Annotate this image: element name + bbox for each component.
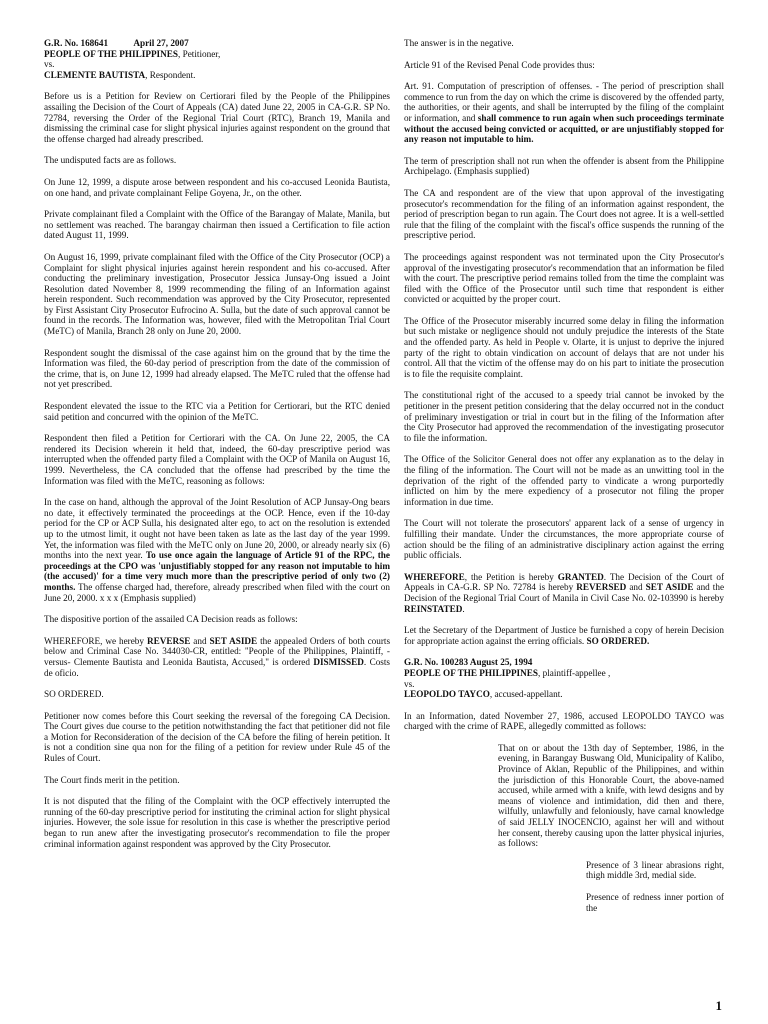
petitioner-role: , Petitioner,: [178, 48, 221, 59]
paragraph: Respondent sought the dismissal of the case against him on the ground that by the time the Information was filed, the 60-day period of prescription from the date of the commission of the crime, that is, on June 12, 1999 had already elapsed. The MeTC ruled that the offense had not yet prescribed.: [44, 347, 390, 390]
accused-name: LEOPOLDO TAYCO: [404, 689, 490, 700]
paragraph: The Office of the Prosecutor miserably incurred some delay in filing the information but such mistake or negligence should not unduly prejudice the interests of the State and the offended party. As held in People v. Olarte, it is unjust to deprive the injured party of the right to obtain vindication on account of delays that are not under his control. All that the victim of the offense may do on his part to initiate the prosecution is to file the requisite complaint.: [404, 315, 724, 379]
paragraph: It is not disputed that the filing of the Complaint with the OCP effectively interrupted the running of the 60-day prescriptive period for instituting the criminal action for slight physical injuries. However, the sole issue for resolution in this case is whether the prescriptive period began to run anew after the investigating prosecutor's recommendation to file the proper criminal information against respondent was approved by the City Prosecutor.: [44, 796, 390, 849]
statute-quote: Art. 91. Computation of prescription of offenses. - The period of prescription shall commence to run from the day on which the crime is discovered by the offended party, the authorities, or their agents, and shall be interrupted by the filing of the complaint or information, and shall commence to run again when such proceedings terminate without the accused being convicted or acquitted, or are unjustifiably stopped for any reason not imputable to him.: [404, 81, 724, 145]
case-date: April 27, 2007: [133, 38, 189, 48]
block-quote: In the case on hand, although the approval of the Joint Resolution of ACP Junsay-Ong bears no date, it effectively terminated the proceedings at the OCP. Hence, even if the 10-day period for the CP or ACP Sulla, his designated alter ego, to act on the resolution is extended up to the utmost limit, it ought not have been taken as late as the last day of the year 1999. Yet, the information was filed with the MeTC only on June 20, 2000, or already nearly six (6) months into the next year. To use once again the language of Article 91 of the RPC, the proceedings at the CPO was 'unjustifiably stopped for any reason not imputable to him (the accused)' for a time very much more than the prescriptive period of only two (2) months. The offense charged had, therefore, already prescribed when filed with the court on June 20, 2000. x x x (Emphasis supplied): [44, 497, 390, 603]
emphasized-text: shall commence to run again when such proceedings terminate without the accused being convicted or acquitted, or are unjustifiably stopped for any reason not imputable to him.: [404, 112, 724, 145]
paragraph: The proceedings against respondent was not terminated upon the City Prosecutor's approval of the investigating prosecutor's recommendation that an information be filed with the court. The prescriptive period remains tolled from the time the complaint was filed with the Office of the Prosecutor until such time that respondent is either convicted or acquitted by the proper court.: [404, 251, 724, 305]
paragraph: In an Information, dated November 27, 1986, accused LEOPOLDO TAYCO was charged with the crime of RAPE, allegedly committed as follows:: [404, 710, 724, 732]
respondent-name: CLEMENTE BAUTISTA: [44, 69, 146, 80]
paragraph: On August 16, 1999, private complainant filed with the Office of the City Prosecutor (OCP) a Complaint for slight physical injuries against herein respondent and his co-accused. After conducting the preliminary investigation, Prosecutor Jessica Junsay-Ong issued a Joint Resolution dated November 8, 1999 recommending the filing of an Information against herein respondent. Such recommendation was approved by the City Prosecutor, represented by First Assistant City Prosecutor Eufrocino A. Sulla, but the date of such approval cannot be found in the records. The Information was, however, filed with the Metropolitan Trial Court (MeTC) of Manila, Branch 28 only on June 20, 2000.: [44, 251, 390, 337]
plaintiff-role: , plaintiff-appellee ,: [538, 667, 611, 678]
case-gr-number: G.R. No. 100283 August 25, 1994: [404, 657, 533, 668]
respondent-role: , Respondent.: [145, 69, 196, 80]
paragraph: Respondent elevated the issue to the RTC via a Petition for Certiorari, but the RTC denied said petition and concurred with the opinion of the MeTC.: [44, 401, 390, 422]
paragraph: Let the Secretary of the Department of Justice be furnished a copy of herein Decision for appropriate action against the erring officials. SO ORDERED.: [404, 625, 724, 646]
case-gr-number: G.R. No. 168641: [44, 38, 109, 48]
paragraph: Article 91 of the Revised Penal Code provides thus:: [404, 59, 595, 70]
paragraph: On June 12, 1999, a dispute arose between respondent and his co-accused Leonida Bautista, on one hand, and private complainant Felipe Goyena, Jr., on the other.: [44, 176, 390, 198]
paragraph: The Office of the Solicitor General does not offer any explanation as to the delay in the filing of the information. The Court will not be made as an unwitting tool in the deprivation of the right of the offended party to vindicate a wrong purportedly inflicted on him by the mere expediency of a prosecutor not filing the proper information in due time.: [404, 454, 724, 507]
paragraph: Private complainant filed a Complaint with the Office of the Barangay of Malate, Manila, but no settlement was reached. The barangay chairman then issued a Certification to file action dated August 11, 1999.: [44, 209, 390, 241]
paragraph: The CA and respondent are of the view that upon approval of the investigating prosecutor's recommendation for the filing of an information against respondent, the period of prescription began to run again. The Court does not agree. It is a well-settled rule that the filing of the complaint with the fiscal's office suspends the running of the prescriptive period.: [404, 187, 724, 241]
paragraph: Petitioner now comes before this Court seeking the reversal of the foregoing CA Decision. The Court gives due course to the petition notwithstanding the fact that petitioner did not file a Motion for Reconsideration of the decision of the CA before the filing of herein petition. It is not a condition sine qua non for the filing of a petition for review under Rule 45 of the Rules of Court.: [44, 710, 390, 764]
case-heading: [404, 657, 724, 699]
paragraph: The constitutional right of the accused to a speedy trial cannot be invoked by the petitioner in the present petition considering that the delay occurred not in the conduct of preliminary investigation or trial in court but in the filing of the Information after the City Prosecutor had approved the recommendation of the investigating prosecutor to file the information.: [404, 390, 724, 443]
paragraph: The term of prescription shall not run when the offender is absent from the Philippine Archipelago. (Emphasis supplied): [404, 155, 724, 177]
injury-item: Presence of redness inner portion of the: [586, 892, 724, 913]
page-number: 1: [715, 998, 722, 1013]
dispositive-portion: WHEREFORE, the Petition is hereby GRANTED. The Decision of the Court of Appeals in CA-G.R. SP No. 72784 is hereby REVERSED and SET ASIDE and the Decision of the Regional Trial Court of Manila in Civil Case No. 02-103990 is hereby REINSTATED.: [404, 571, 725, 614]
case-heading: [44, 38, 390, 80]
petitioner-name: PEOPLE OF THE PHILIPPINES: [44, 48, 179, 59]
paragraph: The Court will not tolerate the prosecutors' apparent lack of a sense of urgency in fulfilling their mandate. Under the circumstances, the more appropriate course of action should be the filing of an administrative disciplinary action against the erring public officials.: [404, 518, 724, 561]
versus-label: vs.: [404, 678, 415, 689]
right-column: [404, 38, 724, 924]
paragraph: The dispositive portion of the assailed CA Decision reads as follows:: [44, 614, 298, 625]
accused-role: , accused-appellant.: [489, 689, 563, 700]
emphasized-text: To use once again the language of Article 91 of the RPC, the proceedings at the CPO was 'unjustifiably stopped for any reason not imputable to him (the accused)' for a time very much more than the prescriptive period of only two (2) months.: [44, 550, 390, 592]
paragraph: SO ORDERED.: [44, 689, 104, 700]
paragraph: The undisputed facts are as follows.: [44, 155, 177, 166]
dispositive-portion: WHEREFORE, we hereby REVERSE and SET ASIDE the appealed Orders of both courts below and Criminal Case No. 344030-CR, entitled: "People of the Philippines, Plaintiff, -versus- Clemente Bautista and Leonida Bautista, Accused," is ordered DISMISSED. Costs de oficio.: [44, 635, 391, 678]
left-column: [44, 38, 390, 860]
information-quote: That on or about the 13th day of September, 1986, in the evening, in Barangay Buswang Old, Municipality of Kalibo, Province of Aklan, Republic of the Philippines, and within the jurisdiction of this Honorable Court, the above-named accused, while armed with a knife, with lewd designs and by means of violence and intimidation, did then and there, wilfully, unlawfully and feloniously, have carnal knowledge of said JELLY INOCENCIO, against her will and without her consent, thereby causing upon the latter physical injuries, as follows:: [498, 742, 724, 849]
paragraph: The Court finds merit in the petition.: [44, 774, 180, 785]
paragraph: Respondent then filed a Petition for Certiorari with the CA. On June 22, 2005, the CA rendered its Decision wherein it held that, indeed, the 60-day prescriptive period was interrupted when the offended party filed a Complaint with the OCP of Manila on August 16, 1999. Nevertheless, the CA concluded that the offense had prescribed by the time the Information was filed with the MeTC, reasoning as follows:: [44, 433, 390, 486]
injury-item: Presence of 3 linear abrasions right, thigh middle 3rd, medial side.: [586, 859, 724, 881]
plaintiff-name: PEOPLE OF THE PHILIPPINES: [404, 667, 539, 678]
versus-label: vs.: [44, 59, 55, 70]
paragraph: Before us is a Petition for Review on Certiorari filed by the People of the Philippines assailing the Decision of the Court of Appeals (CA) dated June 22, 2005 in CA-G.R. SP No. 72784, reversing the Order of the Regional Trial Court (RTC), Branch 19, Manila and dismissing the criminal case for slight physical injuries against respondent on the ground that the offense charged had already prescribed.: [44, 91, 390, 144]
paragraph: The answer is in the negative.: [404, 38, 514, 48]
